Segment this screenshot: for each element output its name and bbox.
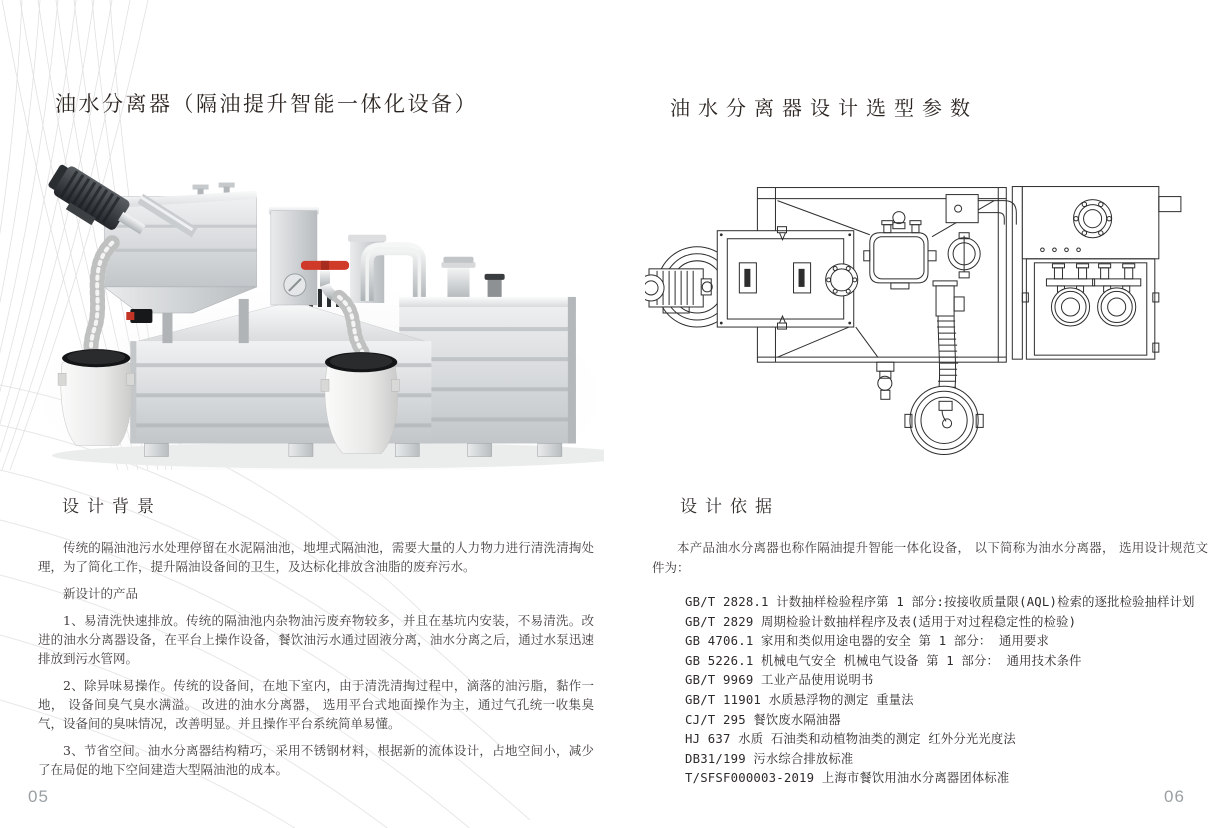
standard-item: DB31/199 污水综合排放标准 [685,751,854,766]
flange-mid [826,264,858,296]
paragraph-item1: 1、易清洗快速排放。传统的隔油池内杂物油污废弃物较多，并且在基坑内安装，不易清洗。改进的油水分离器设备，在平台上操作设备，餐饮油污水通过固液分离，油水分离之后，通过水泵迅速排放到污水管网。 [38,613,594,666]
standards-list [685,593,1213,789]
standard-item: GB 4706.1 家用和类似用途电器的安全 第 1 部分： 通用要求 [685,634,1049,649]
standard-item: GB 5226.1 机械电气安全 机械电气设备 第 1 部分： 通用技术条件 [685,653,1082,668]
page-number-left: 05 [28,787,49,806]
standard-item: GB/T 2829 周期检验计数抽样程序及表(适用于对过程稳定性的检验) [685,614,1077,629]
paragraph-item2: 2、除异味易操作。传统的设备间，在地下室内，由于清洗清掏过程中，滴落的油污脂，黏作一地， 设备间臭气臭水满溢。 改进的油水分离器， 选用平台式地面操作为主，通过气孔统一收集臭气，设备间的臭味情况，改善明显。并且操作平台系统简单易懂。 [38,678,594,731]
floor-shadow [30,285,610,470]
drain-fitting [877,362,894,399]
paragraph-subtitle: 新设计的产品 [63,586,139,601]
motor-drawing [645,247,737,327]
pump-section [1012,187,1181,360]
technical-drawing-illustration [645,156,1207,470]
paragraph-item3: 3、节省空间。油水分离器结构精巧，采用不锈钢材料，根据新的流体设计，占地空间小，减少了在局促的地下空间建造大型隔油池的成本。 [38,743,594,777]
standard-item: CJ/T 295 餐饮废水隔油器 [685,712,841,727]
page-title-right: 油水分离器设计选型参数 [670,96,978,120]
paragraph-intro: 传统的隔油池污水处理停留在水泥隔油池，地埋式隔油池，需要大量的人力物力进行清洗清掏处理，为了简化工作，提升隔油设备间的卫生，及达标化排放含油脂的废弃污水。 [38,540,594,574]
body-frame [757,188,1006,363]
hose-and-drum [905,281,983,455]
inlet-chute [140,199,194,233]
pump-flange-1 [1046,264,1094,326]
top-junction-box [946,195,1016,225]
design-background-text [38,538,594,787]
standard-item: HJ 637 水质 石油类和动植物油类的测定 红外分光光度法 [685,732,1016,747]
section-heading-design-background: 设计背景 [62,497,162,517]
page-title-left: 油水分离器（隔油提升智能一体化设备） [55,92,478,116]
design-basis-intro: 本产品油水分离器也称作隔油提升智能一体化设备， 以下简称为油水分离器， 选用设计规范文件为： [652,540,1208,575]
standard-item: GB/T 2828.1 计数抽样检验程序第 1 部分:按接收质量限(AQL)检索的逐批检验抽样计划 [685,595,1195,609]
section-heading-design-basis: 设计依据 [680,497,780,517]
standard-item: T/SFSF000003-2019 上海市餐饮用油水分离器团体标准 [685,771,1010,786]
control-box [864,212,936,289]
valve-wheel [948,233,980,278]
motor-group [42,160,152,249]
standard-item: GB/T 9969 工业产品使用说明书 [685,673,874,688]
standard-item: GB/T 11901 水质悬浮物的测定 重量法 [685,692,914,707]
access-panel [717,227,853,329]
pump-flange-2 [1093,264,1141,326]
page-number-right: 06 [1164,787,1185,806]
